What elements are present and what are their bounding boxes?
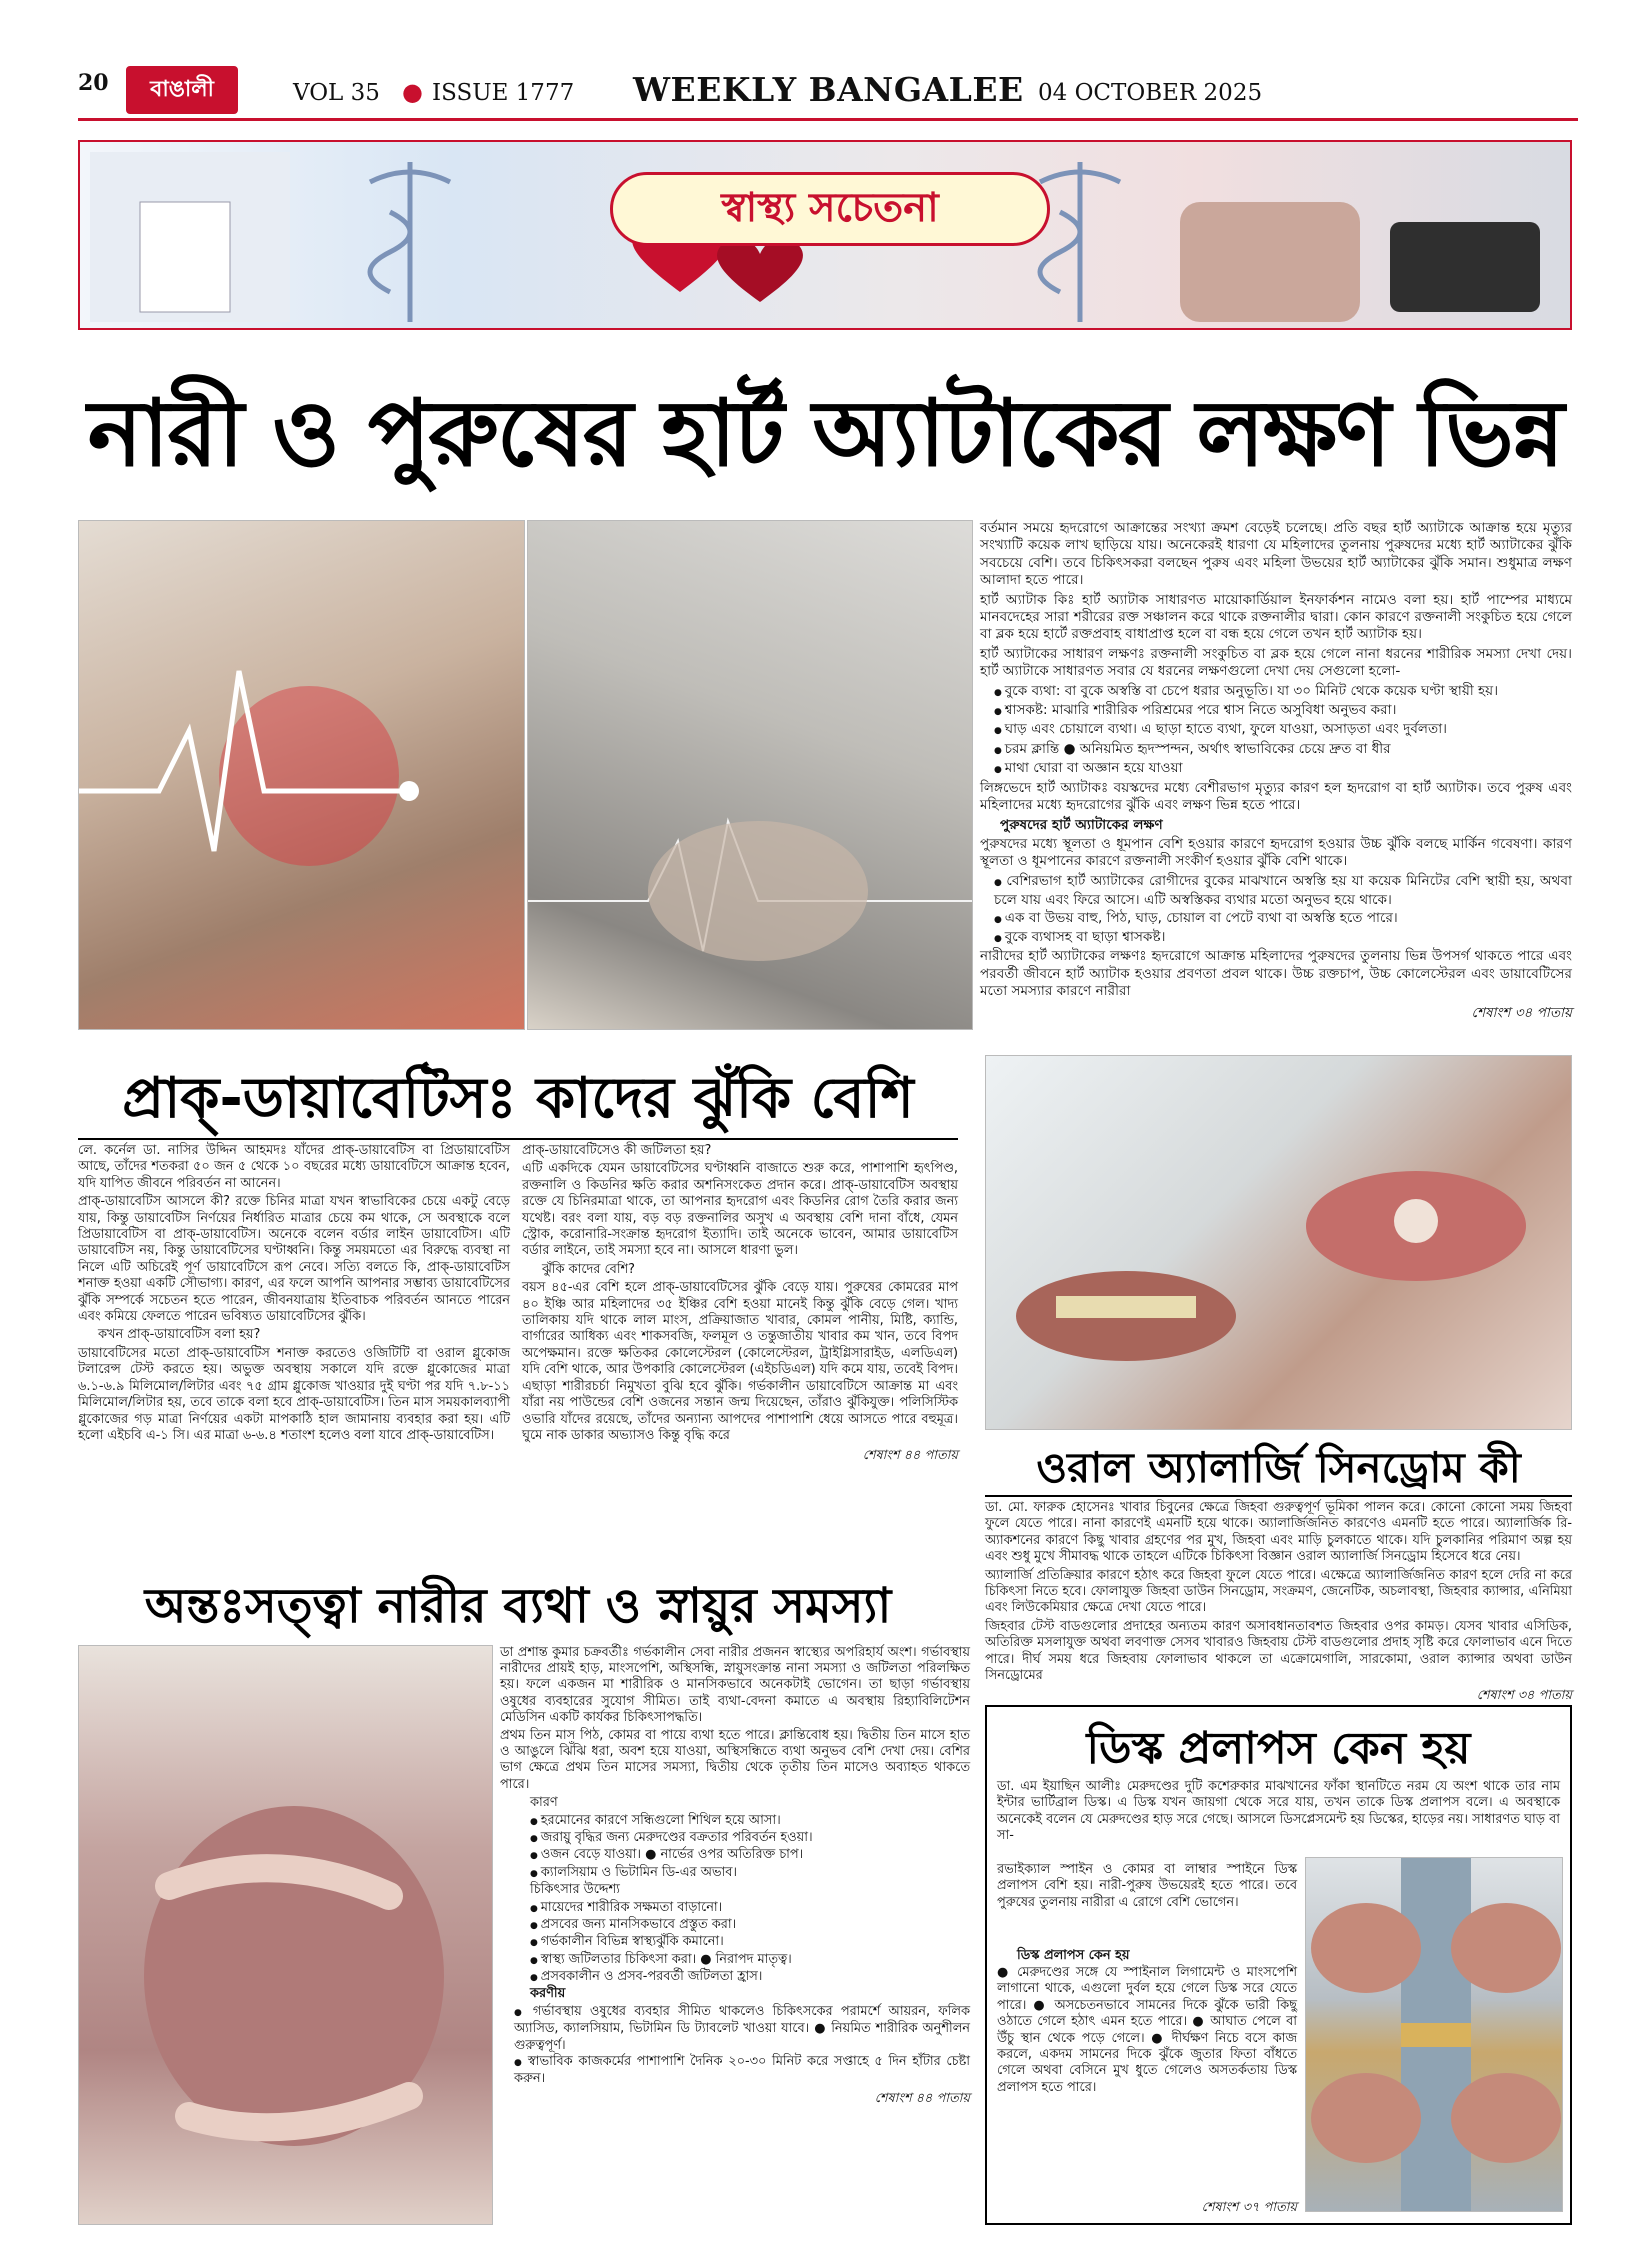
ecg-line-icon: [79, 521, 525, 1030]
continued-note: শেষাংশ ৪৪ পাতায়: [874, 2091, 970, 2107]
list-item: ● বুকে ব্যথা: বা বুকে অস্বস্তি বা চেপে ধরার অনুভূতি। যা ৩০ মিনিট থেকে কয়েক ঘণ্টা স্থায়ী হয়।: [994, 683, 1572, 702]
section-heading: কারণ: [530, 1794, 558, 1810]
pregnant-woman-photo: [78, 1645, 493, 2225]
disc-intro-continued: রভাইক্যাল স্পাইন ও কোমর বা লাম্বার স্পাইনে ডিস্ক প্রলাপস বেশি হয়। নারী-পুরুষ উভয়েরই হতে পারে। তবে পুরুষের তুলনায় নারীরা এ রোগে বেশি ভোগেন।: [997, 1862, 1297, 1910]
section-heading: চিকিৎসার উদ্দেশ্য: [530, 1881, 620, 1897]
list-item: ● ক্যালসিয়াম ও ভিটামিন ডি-এর অভাব।: [530, 1865, 970, 1882]
disc-prolapse-box: [985, 1705, 1572, 2225]
hands-image: [1180, 202, 1360, 322]
oral-paragraph: ডা. মো. ফারুক হোসেনঃ খাবার চিবুনের ক্ষেত্রে জিহবা গুরুত্বপূর্ণ ভূমিকা পালন করে। কোনো কোনো সময় জিহবা ফুলে যেতে পারে। নানা কারণেই এমনটি হয়ে থাকে। অ্যালার্জিজনিত কারণেও এমনটি হতে পারে। অ্যালার্জিক রি-অ্যাকশনের কারণে কিছু খাবার গ্রহণের পর মুখ, জিহবা এবং মাড়ি চুলকাতে থাকে। যদি চুলকানির পরিমাণ অল্প হয় এবং শুধু মুখে সীমাবদ্ধ থাকে তাহলে এটিকে চিকিৎসা বিজ্ঞান ওরাল অ্যালার্জি সিনড্রোম হিসেবে ধরে নেয়।: [985, 1500, 1572, 1565]
section-heading: পুরুষদের হার্ট অ্যাটাকের লক্ষণ: [1000, 816, 1163, 833]
oral-allergy-article: [985, 1500, 1572, 1707]
heart-symptom-list: [980, 683, 1572, 780]
list-item: ● প্রসবের জন্য মানসিকভাবে প্রস্তুত করা।: [530, 1917, 970, 1934]
disc-intro: ডা. এম ইয়াছিন আলীঃ মেরুদণ্ডের দুটি কশেরুকার মাঝখানের ফাঁকা স্থানটিতে নরম যে অংশ থাকে তার নাম ইন্টার ভার্টিব্রাল ডিস্ক। এ ডিস্ক যখন জায়গা থেকে সরে যায়, তখন তাকে ডিস্ক প্রলাপস বলে। এ অবস্থাকে অনেকেই বলেন যে মেরুদণ্ডের হাড় সরে গেছে। আসলে ডিসপ্লেসমেন্ট হয় ডিস্কের, হাড়ের নয়। সাধারণত ঘাড় বা সা-: [997, 1779, 1560, 1844]
masthead-rule: [78, 118, 1578, 121]
list-item: ● বেশিরভাগ হার্ট অ্যাটাকের রোগীদের বুকের মাঝখানে অস্বস্তি হয় যা কয়েক মিনিটের বেশি স্থায়ী হয়, অথবা চলে যায় এবং ফিরে আসে। এটি অস্বস্তিকর ব্যথার মতো অনুভব হয়ে থাকে।: [994, 873, 1572, 910]
men-symptom-list: [980, 873, 1572, 949]
pregnancy-headline: অন্তঃসত্ত্বা নারীর ব্যথা ও স্নায়ুর সমস্যা: [144, 1578, 892, 1634]
list-item: ● শ্বাসকষ্ট: মাঝারি শারীরিক পরিশ্রমের পরে শ্বাস নিতে অসুবিধা অনুভব করা।: [994, 702, 1572, 721]
list-item: ● জরায়ু বৃদ্ধির জন্য মেরুদণ্ডের বক্রতার পরিবর্তন হওয়া।: [530, 1830, 970, 1847]
list-item: ● স্বাভাবিক কাজকর্মের পাশাপাশি দৈনিক ২০-৩০ মিনিট করে সপ্তাহে ৫ দিন হাঁটার চেষ্টা করুন।: [514, 2054, 970, 2087]
diabetes-paragraph: এটি একদিকে যেমন ডায়াবেটিসের ঘণ্টাধ্বনি বাজাতে শুরু করে, পাশাপাশি হৃৎপিণ্ড, রক্তনালি ও কিডনির ক্ষতি করার অশনিসংকেত প্রদান করে। প্রাক্-ডায়াবেটিস অবস্থায় রক্তে যে চিনিরমাত্রা থাকে, তা আপনার হৃদরোগ এবং কিডনির রোগ তৈরি করার জন্য যথেষ্ট। বরং বলা যায়, বড় বড় রক্তনালির অসুখ এ অবস্থায় বেশি দানা বাঁধে, যেমন স্ট্রোক, করোনারি-সংক্রান্ত হৃদরোগ ইত্যাদি। তাই অনেকে ভাবেন, আমার ডায়াবেটিস বর্ডার লাইনে, তাই সমস্যা হবে না। আসলে ধারণা ভুল।: [522, 1161, 958, 1259]
heart-attack-man-photo: [78, 520, 525, 1030]
heart-paragraph: হার্ট অ্যাটাক কিঃ হার্ট অ্যাটাক সাধারণত মায়োকার্ডিয়াল ইনফার্কশন নামেও বলা হয়। হার্ট পাম্পের মাধ্যমে মানবদেহের সারা শরীরের রক্ত সঞ্চালন করে থাকে রক্তনালীর দ্বারা। কোন কারণে রক্তনালী সংকুচিত হয়ে গেলে বা ব্লক হয়ে হার্টে রক্তপ্রবাহ বাধাপ্রাপ্ত হলে বা বন্ধ হয়ে গেলে তখন হার্ট অ্যাটাক হয়।: [980, 591, 1572, 643]
list-item: ● বুকে ব্যথাসহ বা ছাড়া শ্বাসকষ্ট।: [994, 929, 1572, 948]
spine-illustration: [1306, 1858, 1563, 2212]
clipboard-icon: [140, 202, 230, 312]
heart-paragraph: বর্তমান সময়ে হৃদরোগে আক্রান্তের সংখ্যা ক্রমশ বেড়েই চলেছে। প্রতি বছর হার্ট অ্যাটাকে আক্রান্ত হয়ে মৃত্যুর সংখ্যাটি কয়েক লাখ ছাড়িয়ে যায়। অনেকেরই ধারণা যে মহিলাদের তুলনায় পুরুষদের মধ্যে হার্ট অ্যাটাকের ঝুঁকি সবচেয়ে বেশি। তবে চিকিৎসকরা বলছেন পুরুষ এবং মহিলা উভয়ের হার্ট অ্যাটাকের ঝুঁকি সমান। শুধুমাত্র লক্ষণ আলাদা হতে পারে।: [980, 520, 1572, 589]
oral-allergy-photo: [985, 1055, 1572, 1430]
continued-note: শেষাংশ ৩৪ পাতায়: [1471, 1004, 1572, 1021]
heart-attack-woman-photo: [527, 520, 973, 1030]
diabetes-paragraph: বয়স ৪৫-এর বেশি হলে প্রাক্-ডায়াবেটিসের ঝুঁকি বেড়ে যায়। পুরুষের কোমরের মাপ ৪০ ইঞ্চি আর মহিলাদের ৩৫ ইঞ্চির বেশি হওয়া মানেই কিন্তু ঝুঁকি বেড়ে গেল। খাদ্য তালিকায় যদি থাকে লাল মাংস, প্রক্রিয়াজাত খাবার, কোমল পানীয়, মিষ্টি, ক্যান্ডি, বার্গারের আধিক্য এবং শাকসবজি, ফলমূল ও তন্তুজাতীয় খাবার কম খান, তবে বিপদ অপেক্ষমান। রক্তে ক্ষতিকর কোলেস্টেরল (কোলেস্টেরল, ট্রাইগ্লিসারাইড, এলডিএল) যদি বেশি থাকে, আর উপকারি কোলেস্টেরল (এইচডিএল) যদি কমে যায়, তবেই বিপদ। এছাড়া শারীরচর্চা নিমুখতা বুঝি হবে ঝুঁকি। গর্ভকালীন ডায়াবেটিসে আক্রান্ত মা এবং যাঁরা নয় পাউন্ডের বেশি ওজনের সন্তান জন্ম দিয়েছেন, তাঁরাও ঝুঁকিযুক্ত। পলিসিস্টিক ওভারি যাঁদের রয়েছে, তাঁদের অন্যান্য আপদের পাশাপাশি ধেয়ে আসতে পারে বহুমূত্র। ঘুমে নাক ডাকার অভ্যাসও কিন্তু বৃদ্ধি করে: [522, 1280, 958, 1443]
goal-list: [500, 1900, 970, 1986]
continued-note: শেষাংশ ৩৪ পাতায়: [1476, 1688, 1572, 1704]
masthead: [78, 70, 1578, 120]
diabetes-paragraph: প্রাক্-ডায়াবেটিস আসলে কী? রক্তে চিনির মাত্রা যখন স্বাভাবিকের চেয়ে একটু বেড়ে যায়, কিন্তু ডায়াবেটিস নির্ণয়ের নির্ধারিত মাত্রার চেয়ে কম থাকে, সে অবস্থাকে বলে প্রিডায়াবেটিস বা প্রাক্-ডায়াবেটিস। অনেকে বলেন বর্ডার লাইন ডায়াবেটিস। এটি ডায়াবেটিস নয়, কিন্তু ডায়াবেটিসের ঘণ্টাধ্বনি। কিন্তু সময়মতো এর বিরুদ্ধে ব্যবস্থা না নিলে এটি অচিরেই পূর্ণ ডায়াবেটিসে রূপ নেবে। সত্যি বলতে কি, প্রাক্-ডায়াবেটিস শনাক্ত হওয়া একটি সৌভাগ্য। কারণ, এর ফলে আপনি আপনার সম্ভাব্য ডায়াবেটিসের ঝুঁকি সম্পর্কে সচেতন হতে পারেন, জীবনযাত্রায় ইতিবাচক পরিবর্তন আনতে পারেন এবং কমিয়ে ফেলতে পারেন ভবিষ্যত ডায়াবেটিসের ঝুঁকি।: [78, 1194, 510, 1325]
diabetes-paragraph: ডায়াবেটিসের মতো প্রাক্-ডায়াবেটিস শনাক্ত করতেও ওজিটিটি বা ওরাল গ্লুকোজ টলারেন্স টেস্ট করতে হয়। অভুক্ত অবস্থায় সকালে যদি রক্তে গ্লুকোজের মাত্রা ৬.১-৬.৯ মিলিমোল/লিটার এবং ৭৫ গ্রাম গ্লুকোজ খাওয়ার দুই ঘণ্টা পর যদি ৭.৮-১১ মিলিমোল/লিটার হয়, তবে তাকে বলা হবে প্রাক্-ডায়াবেটিস। তিন মাস সময়কালব্যাপী গ্লুকোজের গড় মাত্রা নির্ণয়ের একটা মাপকাঠি হাল জামানায় ব্যবহার করা হয়। এটি হলো এইচবি এ-১ সি। এর মাত্রা ৬-৬.৪ শতাংশ হলেও বলা যাবে প্রাক্-ডায়াবেটিস।: [78, 1345, 510, 1443]
newspaper-logo: বাঙালী: [126, 66, 238, 114]
oral-allergy-headline: ওরাল অ্যালার্জি সিনড্রোম কী: [1036, 1443, 1521, 1492]
health-banner: [78, 140, 1572, 330]
section-heading: কখন প্রাক্-ডায়াবেটিস বলা হয়?: [98, 1327, 261, 1343]
list-item: ● স্বাস্থ্য জটিলতার চিকিৎসা করা। ● নিরাপদ মাতৃত্ব।: [530, 1952, 970, 1969]
blood-pressure-monitor-icon: [1390, 222, 1540, 312]
banner-title: স্বাস্থ্য সচেতনা: [610, 172, 1050, 246]
disc-headline: ডিস্ক প্রলাপস কেন হয়: [1086, 1723, 1471, 1774]
heart-paragraph: হার্ট অ্যাটাকের সাধারণ লক্ষণঃ রক্তনালী সংকুচিত বা ব্লক হয়ে গেলে নানা ধরনের শারীরিক সমস্যা দেখা দেয়। হার্ট অ্যাটাকে সাধারণত সবার যে ধরনের লক্ষণগুলো দেখা দেয় সেগুলো হলো-: [980, 645, 1572, 680]
page-number: 20: [78, 70, 109, 96]
diabetes-column-1: [78, 1143, 510, 1446]
list-item: ● প্রসবকালীন ও প্রসব-পরবর্তী জটিলতা হ্রাস।: [530, 1969, 970, 1986]
diabetes-headline: প্রাক্-ডায়াবেটিসঃ কাদের ঝুঁকি বেশি: [122, 1066, 914, 1131]
diabetes-paragraph: লে. কর্নেল ডা. নাসির উদ্দিন আহমদঃ যাঁদের প্রাক্-ডায়াবেটিস বা প্রিডায়াবেটিস আছে, তাঁদের শতকরা ৫০ জন ৫ থেকে ১০ বছরের মধ্যে ডায়াবেটিসে আক্রান্ত হবেন, যদি যাপিত জীবনে পরিবর্তন না আনেন।: [78, 1143, 510, 1191]
continued-note: শেষাংশ ৩৭ পাতায়: [1201, 2200, 1297, 2215]
list-item: ● ঘাড় এবং চোয়ালে ব্যথা। এ ছাড়া হাতে ব্যথা, ফুলে যাওয়া, অসাড়তা এবং দুর্বলতা।: [994, 721, 1572, 740]
paper-name: WEEKLY BANGALEE: [633, 70, 1024, 109]
volume-label: VOL 35: [293, 80, 380, 106]
list-item: ● হরমোনের কারণে সন্ধিগুলো শিথিল হয়ে আসা।: [530, 1813, 970, 1830]
pregnancy-paragraph: ডা প্রশান্ত কুমার চক্রবর্তীঃ গর্ভকালীন সেবা নারীর প্রজনন স্বাস্থ্যের অপরিহার্য অংশ। গর্ভাবস্থায় নারীদের প্রায়ই হাড়, মাংসপেশি, অস্থিসন্ধি, স্নায়ুসংক্রান্ত নানা সমস্যা ও জটিলতা পরিলক্ষিত হয়। ফলে একজন মা শারীরিক ও মানসিকভাবে অনেকটাই ভোগেন। তা ছাড়া গর্ভাবস্থায় ওষুধের ব্যবহারের সুযোগ সীমিত। তাই ব্যথা-বেদনা কমাতে এ অবস্থায় রিহ্যাবিলিটেশন মেডিসিন একটি কার্যকর চিকিৎসাপদ্ধতি।: [500, 1645, 970, 1725]
disc-subheading: ডিস্ক প্রলাপস কেন হয়: [1017, 1948, 1130, 1963]
issue-label: ISSUE 1777: [432, 80, 575, 106]
main-headline: নারী ও পুরুষের হার্ট অ্যাটাকের লক্ষণ ভিন্ন: [87, 380, 1563, 487]
mouth-ulcer-illustration: [986, 1056, 1572, 1430]
cause-list: [500, 1813, 970, 1882]
spine-disc-photo: [1305, 1857, 1563, 2212]
list-item: ● ওজন বেড়ে যাওয়া। ● নার্ভের ওপর অতিরিক্ত চাপ।: [530, 1847, 970, 1864]
disc-body: ● মেরুদণ্ডের সঙ্গে যে স্পাইনাল লিগামেন্ট ও মাংসপেশি লাগানো থাকে, এগুলো দুর্বল হয়ে গেলে ডিস্ক সরে যেতে পারে। ● অসচেতনভাবে সামনের দিকে ঝুঁকে ভারী কিছু ওঠাতে গেলে হঠাৎ এমন হতে পারে। ● আঘাত পেলে বা উঁচু স্থান থেকে পড়ে গেলে। ● দীর্ঘক্ষণ নিচে বসে কাজ করলে, একদম সামনের দিকে ঝুঁকে জুতার ফিতা বাঁধতে গেলে অথবা বেসিনে মুখ ধুতে গেলেও অসতর্কতায় ডিস্ক প্রলাপস হতে পারে।: [997, 1965, 1297, 2095]
separator-dot-icon: ●: [402, 78, 423, 106]
divider: [985, 1495, 1572, 1497]
oral-paragraph: অ্যালার্জি প্রতিক্রিয়ার কারণে হঠাৎ করে জিহবা ফুলে যেতে পারে। এক্ষেত্রে অ্যালার্জিজনিত কারণ হলে দেরি না করে চিকিৎসা নিতে হবে। ফোলাযুক্ত জিহবা ডাউন সিনড্রোম, সংক্রমণ, জেনেটিক, অচলাবস্থা, জিহবার ক্যান্সার, এনিমিয়া এবং লিউকেমিয়ার ক্ষেত্রে দেখা যেতে পারে।: [985, 1567, 1572, 1616]
todo-list: [500, 2004, 970, 2087]
list-item: ● গর্ভাবস্থায় ওষুধের ব্যবহার সীমিত থাকলেও চিকিৎসকের পরামর্শে আয়রন, ফলিক অ্যাসিড, ক্যালসিয়াম, ভিটামিন ডি ট্যাবলেট খাওয়া যাবে। ● নিয়মিত শারীরিক অনুশীলন গুরুত্বপূর্ণ।: [514, 2004, 970, 2054]
heart-paragraph: পুরুষদের মধ্যে স্থূলতা ও ধূমপান বেশি হওয়ার কারণে হৃদরোগ হওয়ার উচ্চ ঝুঁকি বলছে মার্কিন গবেষণা। কারণ স্থূলতা ও ধূমপানের কারণে রক্তনালী সংকীর্ণ হওয়ার ঝুঁকি বেশি থাকে।: [980, 835, 1572, 870]
pregnancy-illustration: [79, 1646, 493, 2225]
caduceus-icon: [1040, 162, 1120, 322]
continued-note: শেষাংশ ৪৪ পাতায়: [862, 1448, 958, 1464]
section-heading: ঝুঁকি কাদের বেশি?: [542, 1261, 636, 1277]
oral-paragraph: জিহবার টেস্ট বাডগুলোর প্রদাহের অন্যতম কারণ অসাবধানতাবশত জিহবার ওপর কামড়। যেসব খাবার এসিডিক, অতিরিক্ত মসলাযুক্ত অথবা লবণাক্ত সেসব খাবারও জিহবায় টেস্ট বাডগুলোর প্রদাহ সৃষ্টি করে ফোলাভাব এনে দিতে পারে। দীর্ঘ সময় ধরে জিহবায় ফোলাভাব থাকলে তা এক্রোমেগালি, সারকোমা, ওরাল ক্যান্সার অথবা ডাউন সিনড্রোমের: [985, 1618, 1572, 1684]
list-item: ● এক বা উভয় বাহু, পিঠ, ঘাড়, চোয়াল বা পেটে ব্যথা বা অস্বস্তি হতে পারে।: [994, 910, 1572, 929]
ecg-line-icon: [528, 521, 973, 1030]
section-heading: প্রাক্-ডায়াবেটিসেও কী জটিলতা হয়?: [522, 1143, 712, 1158]
section-heading: করণীয়: [530, 1986, 566, 2002]
list-item: ● মাথা ঘোরা বা অজ্ঞান হয়ে যাওয়া: [994, 760, 1572, 779]
divider: [78, 1138, 958, 1140]
issue-date: 04 OCTOBER 2025: [1038, 80, 1263, 106]
pregnancy-article: [500, 1645, 970, 2109]
list-item: ● মায়েদের শারীরিক সক্ষমতা বাড়ানো।: [530, 1900, 970, 1917]
heart-paragraph: লিঙ্গভেদে হার্ট অ্যাটাকঃ বয়স্কদের মধ্যে বেশীরভাগ মৃত্যুর কারণ হল হৃদরোগ বা হার্ট অ্যাটাক। তবে পুরুষ এবং মহিলাদের মধ্যে হৃদরোগের ঝুঁকি এবং লক্ষণ ভিন্ন হতে পারে।: [980, 779, 1572, 814]
heart-paragraph: নারীদের হার্ট অ্যাটাকের লক্ষণঃ হৃদরোগে আক্রান্ত মহিলাদের পুরুষদের তুলনায় ভিন্ন উপসর্গ থাকতে পারে এবং পরবর্তী জীবনে হার্ট অ্যাটাক হওয়ার প্রবণতা প্রবল থাকে। উচ্চ রক্তচাপ, উচ্চ কোলেস্টেরল এবং ডায়াবেটিসের মতো সমস্যার কারণে নারীরা: [980, 948, 1572, 1000]
diabetes-column-2: [522, 1143, 958, 1467]
list-item: ● চরম ক্লান্তি ● অনিয়মিত হৃদস্পন্দন, অর্থাৎ স্বাভাবিকের চেয়ে দ্রুত বা ধীর: [994, 741, 1572, 760]
list-item: ● গর্ভকালীন বিভিন্ন স্বাস্থ্যঝুঁকি কমানো।: [530, 1934, 970, 1951]
pregnancy-paragraph: প্রথম তিন মাস পিঠ, কোমর বা পায়ে ব্যথা হতে পারে। ক্লান্তিবোধ হয়। দ্বিতীয় তিন মাসে হাত ও আঙুলে ঝিঁঝি ধরা, অবশ হয়ে যাওয়া, অস্থিসন্ধিতে ব্যথা অনুভব বেশি দেখা দেয়। বেশির ভাগ ক্ষেত্রে প্রথম তিন মাসের সমস্যা, দ্বিতীয় থেকে তৃতীয় তিন মাসেও অব্যাহত থাকতে পারে।: [500, 1728, 970, 1792]
heart-article: [980, 520, 1572, 1024]
caduceus-icon: [370, 162, 450, 322]
